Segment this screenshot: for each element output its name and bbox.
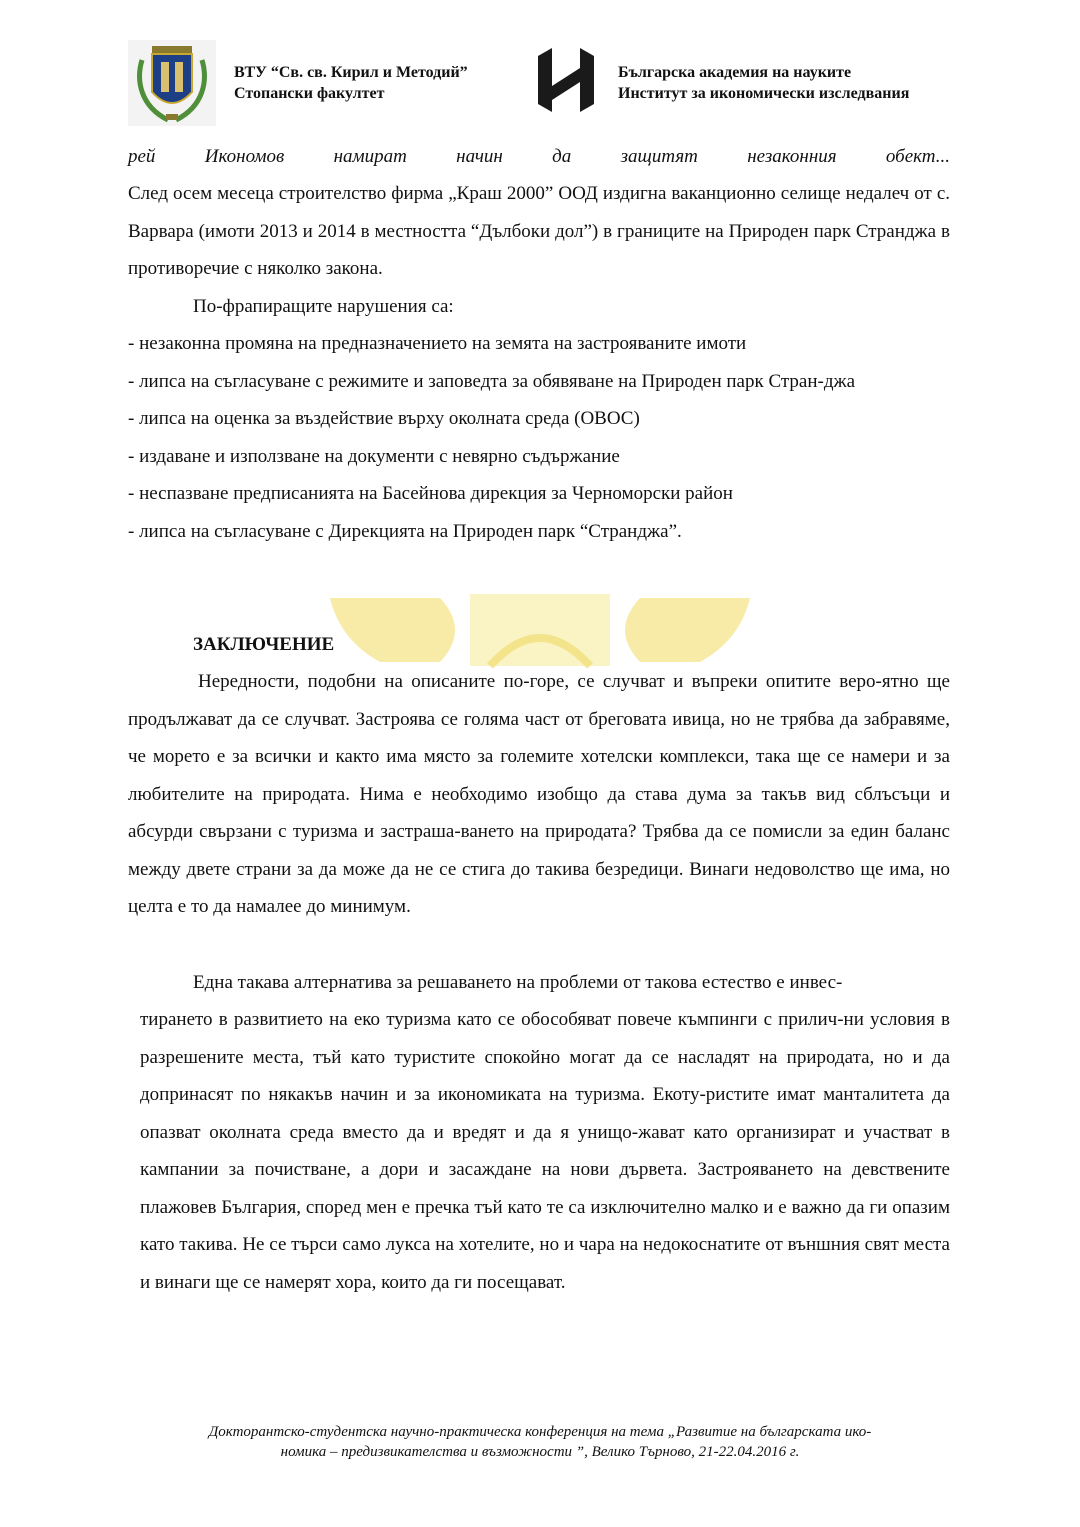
list-item: - издаване и използване на документи с невярно съдържание [128, 445, 620, 467]
footer-line: номика – предизвикателства и възможности ”, Велико Търново, 21-22.04.2016 г. [280, 1444, 800, 1460]
list-item: - липса на съгласуване с режимите и заповедта за обявяване на Природен парк Стран-джа [128, 370, 856, 392]
alternative-first-line: Една такава алтернатива за решаването на проблеми от такова естество е инвес- [193, 972, 843, 993]
list-item: - липса на съгласуване с Дирекцията на Природен парк “Странджа”. [128, 520, 682, 542]
continued-line: рей Икономов намират начин да защитят незаконния обект... [128, 146, 950, 167]
list-item: - липса на оценка за въздействие върху околната среда (ОВОС) [128, 408, 640, 429]
university-crest-logo [128, 40, 216, 126]
list-item: - неспазване предписанията на Басейнова дирекция за Черноморски район [128, 483, 733, 504]
paragraph-village: След осем месеца строителство фирма „Краш 2000” ООД издигна ваканционно селище недалеч от с. Варвара (имоти 2013 и 2014 в местността “Дълбоки дол”) в границите на Природен парк Странджа в противоречие с няколко закона. [128, 183, 950, 279]
institute-logo [536, 46, 596, 116]
page-header [128, 40, 958, 130]
list-item: - незаконна промяна на предназначението на земята на застрояваните имоти [128, 333, 747, 354]
footer-line: Докторантско-студентска научно-практическа конференция на тема „Развитие на българската ико- [208, 1424, 872, 1440]
conclusion-paragraph: Нередности, подобни на описаните по-горе, се случват и въпреки опитите веро-ятно ще продължават да се случват. Застроява се голяма част от бреговата ивица, но не трябва да забравяме, че морето е за всички и както има място за големите хотелски комплекси, така ще се намери и за любителите на природата. Нима е необходимо изобщо да става дума за такъв вид сблъсъци и абсурди свързани с туризма и застраша-ването на природата? Трябва да се помисли за един баланс между двете страни за да може да не се стига до такива безредици. Винаги недоволство ще има, но целта е то да намалее до минимум. [128, 671, 950, 917]
academy-name: Българска академия на науките Институт за икономически изследвания [618, 64, 910, 102]
alternative-paragraph: тирането в развитието на еко туризма като се обособяват повече къмпинги с прилич-ни условия в разрешените места, тъй като туристите спокойно могат да се насладят на природата, но и да допринасят по някакъв начин и за икономиката на туризма. Екоту-ристите имат манталитета да опазват околната среда вместо да и вредят и да я унищо-жават като организират и участват в кампании за почистване, а дори и засаждане на нови дървета. Застрояването на девствените плажовев България, според мен е пречка тъй като те са изключително малко и е важно да ги опазим като такива. Не се търси само лукса на хотелите, но и чара на недокоснатите от външния свят места и винаги ще се намерят хора, които да ги посещават. [140, 1009, 950, 1293]
university-name: ВТУ “Св. св. Кирил и Методий” Стопански факултет [234, 64, 468, 102]
violations-lead: По-фрапиращите нарушения са: [193, 296, 454, 317]
watermark-emblem [320, 590, 760, 670]
page-footer [120, 1422, 960, 1462]
conclusion-heading: ЗАКЛЮЧЕНИЕ [193, 634, 335, 655]
violations-list [128, 325, 950, 550]
